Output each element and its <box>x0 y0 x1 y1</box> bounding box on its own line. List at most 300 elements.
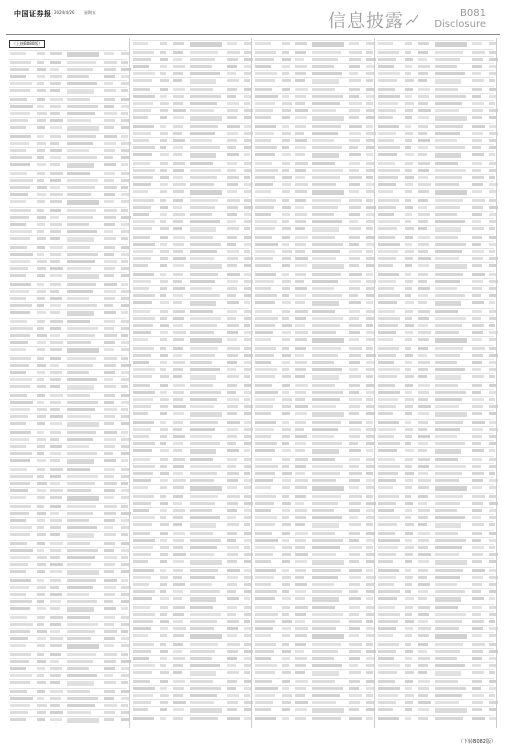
table-row-rule <box>254 558 372 559</box>
table-cell-text <box>349 717 362 720</box>
table-row-rule <box>377 86 495 87</box>
table-cell-text <box>37 253 44 256</box>
table-cell-text <box>418 375 428 378</box>
table-cell-text <box>418 502 427 505</box>
table-cell-text <box>121 334 128 337</box>
table-cell-text <box>227 458 238 461</box>
table-cell-text <box>37 378 44 381</box>
table-cell-text <box>349 708 359 711</box>
table-row-rule <box>132 567 250 568</box>
table-cell-text <box>472 479 483 482</box>
table-cell-text <box>312 169 343 172</box>
table-row-rule <box>377 521 495 522</box>
table-cell-text <box>10 283 31 286</box>
table-cell-text <box>104 172 115 175</box>
table-cell-text <box>366 220 374 223</box>
table-cell-text <box>121 593 130 596</box>
table-cell-text <box>282 361 290 364</box>
table-cell-text <box>435 657 457 660</box>
table-cell-text <box>435 132 461 135</box>
table-cell-text <box>121 512 131 515</box>
table-cell-text <box>37 311 46 314</box>
issue-weekday: 星期五 <box>84 10 96 15</box>
table-row-rule <box>132 322 250 323</box>
table-cell-text <box>418 125 429 128</box>
table-cell-text <box>282 153 291 156</box>
table-cell-text <box>405 287 413 290</box>
table-cell-text <box>282 687 289 690</box>
table-cell-text <box>418 606 431 609</box>
table-cell-text <box>349 590 358 593</box>
table-cell-text <box>472 79 484 82</box>
table-row-rule <box>377 63 495 64</box>
table-cell-text <box>160 116 168 119</box>
table-cell-text <box>282 368 289 371</box>
table-cell-text <box>190 280 216 283</box>
table-cell-text <box>50 52 62 55</box>
table-cell-text <box>295 250 305 253</box>
table-row-rule <box>254 389 372 390</box>
table-cell-text <box>121 237 128 240</box>
table-cell-text <box>295 412 307 415</box>
table-cell-text <box>104 267 115 270</box>
table-cell-text <box>37 163 46 166</box>
table-cell-text <box>489 634 497 637</box>
table-cell-text <box>489 236 498 239</box>
table-cell-text <box>418 257 431 260</box>
table-cell-text <box>160 553 169 556</box>
table-cell-text <box>67 607 94 612</box>
table-cell-text <box>10 644 26 647</box>
table-cell-text <box>282 384 290 387</box>
table-cell-text <box>295 72 306 75</box>
table-cell-text <box>255 116 271 119</box>
table-row-rule <box>9 591 127 592</box>
table-row-rule <box>377 588 495 589</box>
table-row-rule <box>132 144 250 145</box>
table-cell-text <box>10 119 28 122</box>
table-cell-text <box>418 405 431 408</box>
table-cell-text <box>160 516 167 519</box>
table-cell-text <box>295 176 305 179</box>
table-cell-text <box>37 320 45 323</box>
table-cell-text <box>37 681 46 684</box>
table-cell-text <box>160 257 169 260</box>
table-cell-text <box>312 51 341 54</box>
table-cell-text <box>366 606 375 609</box>
table-cell-text <box>255 220 277 223</box>
table-row-rule <box>9 362 127 363</box>
table-row-rule <box>377 285 495 286</box>
table-cell-text <box>67 75 89 78</box>
table-cell-text <box>227 243 237 246</box>
table-cell-text <box>349 132 361 135</box>
table-row-rule <box>132 440 250 441</box>
table-cell-text <box>255 153 275 156</box>
table-cell-text <box>282 539 289 542</box>
table-cell-text <box>133 236 150 239</box>
table-cell-text <box>312 650 338 653</box>
table-cell-text <box>282 657 290 660</box>
table-cell-text <box>244 583 253 586</box>
table-cell-text <box>295 590 306 593</box>
table-row-rule <box>254 255 372 256</box>
table-cell-text <box>244 546 251 549</box>
table-row-rule <box>9 117 127 118</box>
table-cell-text <box>378 569 399 572</box>
table-row-rule <box>132 114 250 115</box>
table-cell-text <box>133 169 156 172</box>
table-cell-text <box>282 331 291 334</box>
table-row-rule <box>132 581 250 582</box>
table-cell-text <box>160 324 170 327</box>
table-cell-text <box>160 701 169 704</box>
table-cell-text <box>255 294 277 297</box>
table-cell-text <box>10 593 26 596</box>
table-cell-text <box>489 569 496 572</box>
table-cell-text <box>104 570 114 573</box>
table-cell-text <box>173 139 185 142</box>
table-cell-text <box>405 42 413 45</box>
table-cell-text <box>472 502 484 505</box>
table-row-rule <box>377 188 495 189</box>
table-cell-text <box>37 216 46 219</box>
table-row-rule <box>9 651 127 652</box>
table-cell-text <box>349 643 362 646</box>
table-cell-text <box>190 428 216 431</box>
table-cell-text <box>295 65 307 68</box>
table-cell-text <box>282 109 291 112</box>
table-row-rule <box>377 382 495 383</box>
table-cell-text <box>133 546 153 549</box>
table-cell-text <box>50 149 62 152</box>
table-cell-text <box>173 650 182 653</box>
table-cell-text <box>489 190 497 193</box>
table-cell-text <box>227 421 240 424</box>
table-cell-text <box>121 327 129 330</box>
table-cell-text <box>173 523 183 526</box>
table-cell-text <box>10 52 26 55</box>
table-cell-text <box>295 583 307 586</box>
table-cell-text <box>472 146 481 149</box>
table-cell-text <box>244 509 253 512</box>
table-cell-text <box>37 142 46 145</box>
table-cell-text <box>104 149 115 152</box>
table-cell-text <box>173 405 186 408</box>
table-cell-text <box>10 209 31 212</box>
table-cell-text <box>160 95 167 98</box>
table-cell-text <box>50 718 62 721</box>
table-cell-text <box>295 435 307 438</box>
table-cell-text <box>312 391 343 394</box>
table-cell-text <box>67 616 90 619</box>
table-row-rule <box>254 662 372 663</box>
table-row-rule <box>377 234 495 235</box>
table-cell-text <box>312 664 342 667</box>
masthead <box>6 6 500 30</box>
table-cell-text <box>489 79 496 82</box>
table-cell-text <box>133 79 153 82</box>
table-cell-text <box>312 384 335 387</box>
table-cell-text <box>133 523 153 526</box>
table-cell-text <box>244 109 253 112</box>
table-cell-text <box>418 139 430 142</box>
table-cell-text <box>418 220 429 223</box>
table-row-rule <box>132 648 250 649</box>
table-cell-text <box>50 496 62 499</box>
table-cell-text <box>405 264 413 267</box>
table-cell-text <box>104 489 115 492</box>
table-cell-text <box>50 311 60 314</box>
table-cell-text <box>244 479 253 482</box>
table-cell-text <box>10 61 31 64</box>
table-cell-text <box>67 637 91 640</box>
table-cell-text <box>160 72 167 75</box>
table-row-rule <box>9 96 127 97</box>
table-cell-text <box>349 347 362 350</box>
table-cell-text <box>104 586 116 589</box>
table-cell-text <box>489 539 497 542</box>
table-cell-text <box>489 139 498 142</box>
table-cell-text <box>366 458 375 461</box>
table-cell-text <box>418 250 428 253</box>
table-cell-text <box>67 89 94 94</box>
table-cell-text <box>50 119 63 122</box>
table-cell-text <box>282 169 289 172</box>
table-cell-text <box>472 428 484 431</box>
table-cell-text <box>418 613 429 616</box>
table-row-rule <box>377 225 495 226</box>
table-cell-text <box>405 243 412 246</box>
table-cell-text <box>190 264 222 269</box>
table-cell-text <box>160 190 168 193</box>
table-row-rule <box>377 167 495 168</box>
table-cell-text <box>295 206 304 209</box>
table-cell-text <box>244 717 251 720</box>
table-cell-text <box>255 680 272 683</box>
table-cell-text <box>295 79 305 82</box>
table-cell-text <box>190 391 221 394</box>
table-cell-text <box>37 68 46 71</box>
table-row-rule <box>377 248 495 249</box>
table-cell-text <box>378 375 398 378</box>
table-cell-text <box>472 523 484 526</box>
table-row-rule <box>254 100 372 101</box>
table-cell-text <box>160 546 170 549</box>
table-cell-text <box>244 398 251 401</box>
table-row-rule <box>9 450 127 451</box>
table-cell-text <box>435 146 465 149</box>
table-cell-text <box>282 250 292 253</box>
table-cell-text <box>295 361 307 364</box>
table-cell-text <box>121 563 130 566</box>
table-cell-text <box>67 52 99 57</box>
table-cell-text <box>472 576 484 579</box>
table-cell-text <box>349 206 361 209</box>
table-cell-text <box>312 273 341 276</box>
table-cell-text <box>349 634 359 637</box>
table-cell-text <box>10 438 29 441</box>
table-cell-text <box>50 438 59 441</box>
table-cell-text <box>67 526 97 529</box>
table-cell-text <box>37 505 44 508</box>
table-cell-text <box>244 72 252 75</box>
table-cell-text <box>255 597 275 600</box>
table-cell-text <box>312 116 344 121</box>
table-cell-text <box>173 301 183 304</box>
table-cell-text <box>349 657 360 660</box>
table-cell-text <box>160 354 169 357</box>
table-cell-text <box>50 586 59 589</box>
table-cell-text <box>37 468 45 471</box>
table-row-rule <box>9 198 127 199</box>
table-cell-text <box>472 176 485 179</box>
table-row-rule <box>377 292 495 293</box>
table-cell-text <box>50 253 61 256</box>
table-row-rule <box>132 336 250 337</box>
table-cell-text <box>366 139 375 142</box>
table-cell-text <box>366 368 374 371</box>
table-cell-text <box>405 125 412 128</box>
table-cell-text <box>435 516 465 519</box>
table-cell-text <box>418 162 431 165</box>
table-cell-text <box>418 176 428 179</box>
table-cell-text <box>244 597 251 600</box>
table-cell-text <box>295 664 306 667</box>
table-cell-text <box>133 183 151 186</box>
table-cell-text <box>173 109 186 112</box>
table-cell-text <box>67 149 89 152</box>
table-cell-text <box>133 613 156 616</box>
table-cell-text <box>244 153 251 156</box>
table-row-rule <box>377 537 495 538</box>
table-cell-text <box>295 576 304 579</box>
table-cell-text <box>405 162 413 165</box>
table-cell-text <box>255 79 275 82</box>
table-cell-text <box>67 274 99 279</box>
table-cell-text <box>295 338 307 341</box>
table-cell-text <box>472 435 483 438</box>
table-cell-text <box>349 264 359 267</box>
table-cell-text <box>349 183 360 186</box>
table-cell-text <box>173 597 183 600</box>
table-cell-text <box>173 428 182 431</box>
table-cell-text <box>227 132 239 135</box>
table-cell-text <box>190 627 214 630</box>
table-cell-text <box>50 667 62 670</box>
table-cell-text <box>121 408 128 411</box>
table-cell-text <box>405 250 415 253</box>
table-cell-text <box>244 687 252 690</box>
table-row-rule <box>254 382 372 383</box>
table-cell-text <box>173 213 185 216</box>
table-cell-text <box>255 199 276 202</box>
table-cell-text <box>160 627 169 630</box>
table-cell-text <box>133 701 151 704</box>
table-cell-text <box>349 79 361 82</box>
table-cell-text <box>37 526 44 529</box>
table-cell-text <box>472 486 482 489</box>
table-cell-text <box>255 58 274 61</box>
table-cell-text <box>489 664 497 667</box>
table-cell-text <box>160 273 167 276</box>
table-cell-text <box>418 190 430 193</box>
table-cell-text <box>366 310 375 313</box>
table-cell-text <box>282 190 290 193</box>
table-cell-text <box>50 690 63 693</box>
table-cell-text <box>67 422 99 427</box>
table-cell-text <box>489 472 496 475</box>
table-cell-text <box>255 717 276 720</box>
table-cell-text <box>104 341 115 344</box>
table-cell-text <box>104 82 113 85</box>
table-cell-text <box>472 680 483 683</box>
table-cell-text <box>405 569 412 572</box>
table-cell-text <box>37 563 46 566</box>
table-cell-text <box>173 250 183 253</box>
table-cell-text <box>121 75 130 78</box>
table-row-rule <box>377 359 495 360</box>
table-cell-text <box>50 385 60 388</box>
table-cell-text <box>282 680 290 683</box>
table-cell-text <box>282 569 289 572</box>
table-cell-text <box>67 304 97 307</box>
table-row-rule <box>377 70 495 71</box>
table-cell-text <box>472 650 484 653</box>
table-cell-text <box>366 657 375 660</box>
table-cell-text <box>418 495 429 498</box>
table-cell-text <box>295 102 305 105</box>
table-cell-text <box>472 643 485 646</box>
table-cell-text <box>160 472 170 475</box>
table-cell-text <box>10 586 29 589</box>
table-cell-text <box>472 569 485 572</box>
table-cell-text <box>435 183 459 186</box>
table-cell-text <box>173 125 184 128</box>
table-row-rule <box>377 204 495 205</box>
table-cell-text <box>295 199 306 202</box>
table-row-rule <box>254 248 372 249</box>
table-cell-text <box>295 546 305 549</box>
table-row-rule <box>254 530 372 531</box>
table-cell-text <box>190 634 222 639</box>
table-cell-text <box>418 368 429 371</box>
table-row-rule <box>254 197 372 198</box>
table-cell-text <box>227 523 239 526</box>
table-cell-text <box>50 334 60 337</box>
table-cell-text <box>10 445 26 448</box>
table-cell-text <box>121 267 130 270</box>
table-row-rule <box>132 255 250 256</box>
table-cell-text <box>190 206 216 209</box>
table-cell-text <box>37 105 44 108</box>
table-cell-text <box>255 176 275 179</box>
table-cell-text <box>312 72 342 75</box>
table-cell-text <box>121 600 129 603</box>
table-cell-text <box>295 162 308 165</box>
table-cell-text <box>435 465 466 468</box>
table-row-rule <box>377 440 495 441</box>
table-cell-text <box>133 606 150 609</box>
table-cell-text <box>244 361 253 364</box>
table-cell-text <box>282 65 290 68</box>
table-row-rule <box>9 281 127 282</box>
table-cell-text <box>435 162 458 165</box>
table-cell-text <box>160 294 167 297</box>
table-cell-text <box>37 690 45 693</box>
table-cell-text <box>121 371 130 374</box>
table-row-rule <box>132 174 250 175</box>
